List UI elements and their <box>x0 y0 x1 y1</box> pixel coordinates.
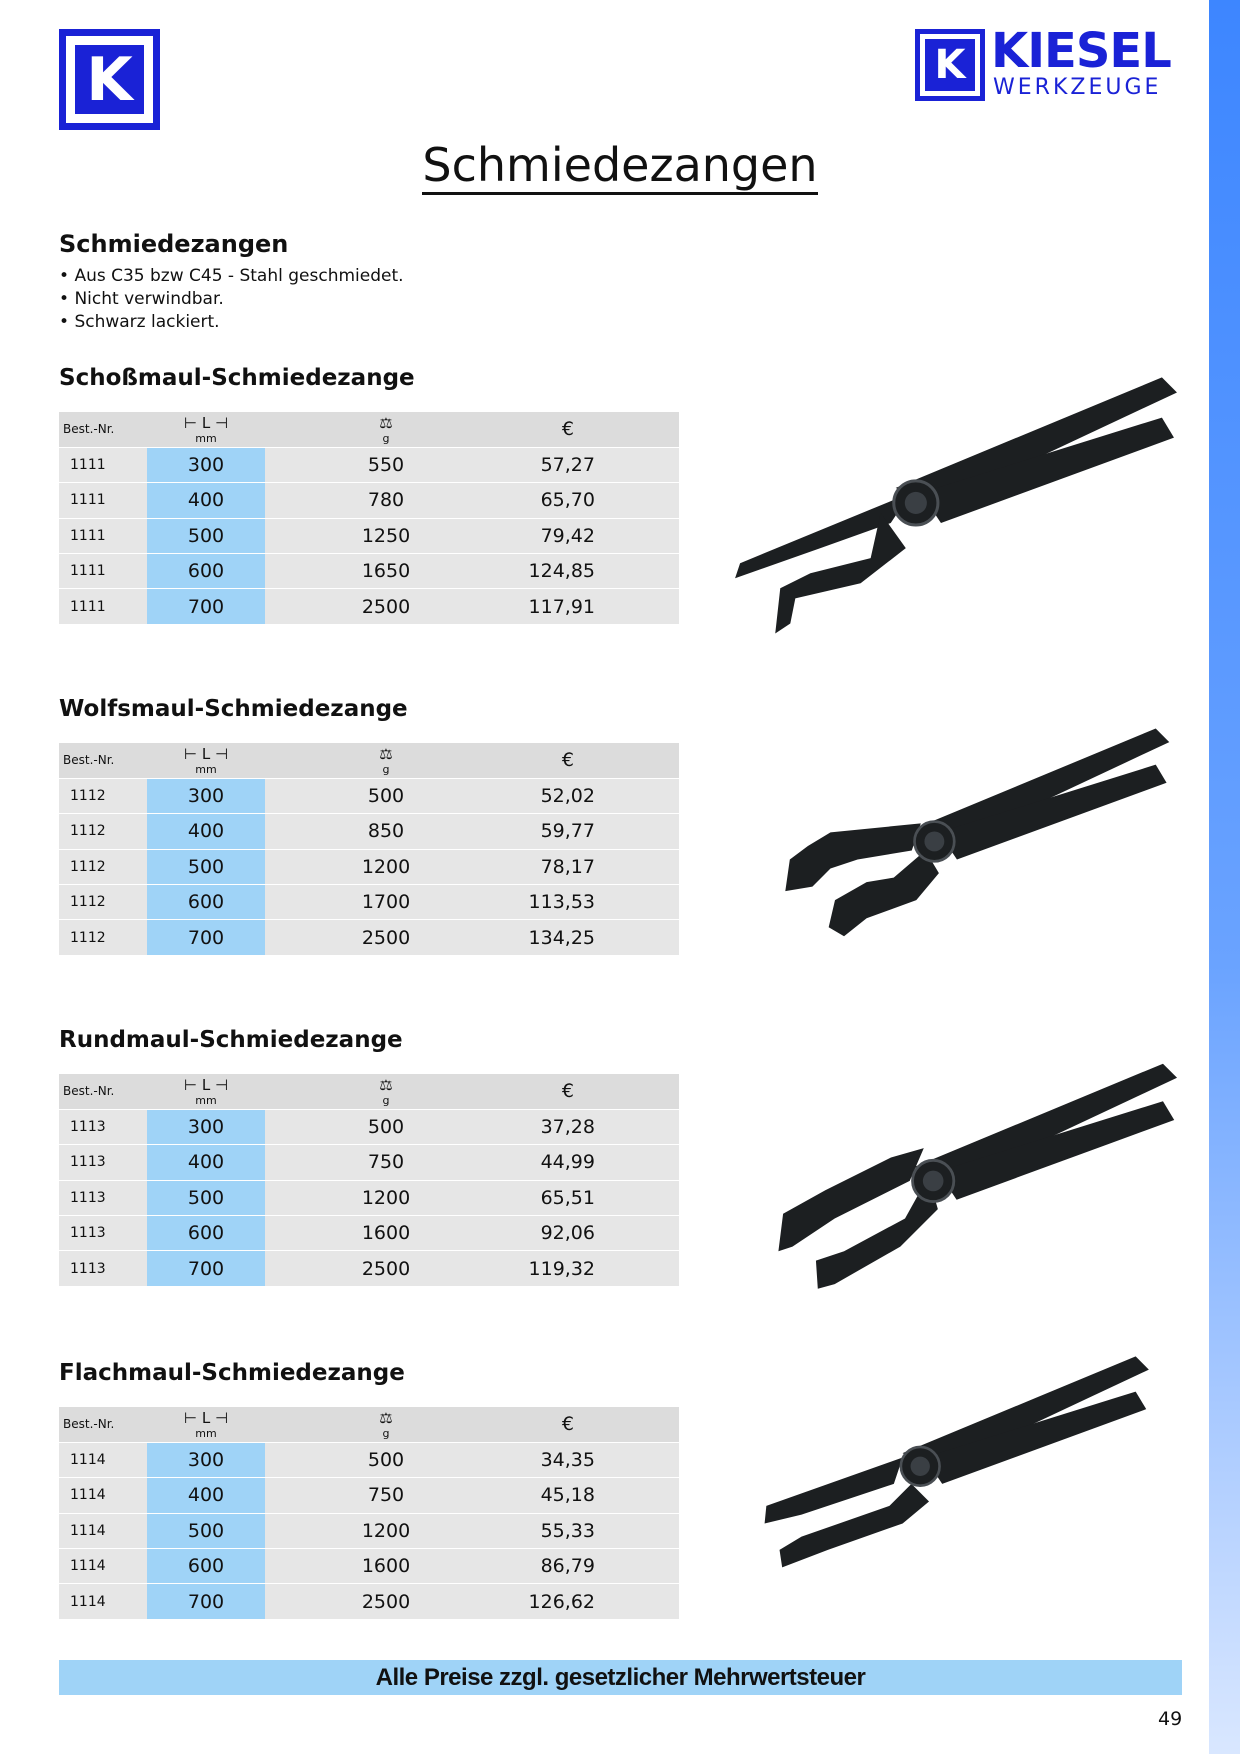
spec-table <box>59 1074 679 1287</box>
weight-cell: 1200 <box>265 849 507 884</box>
price-cell: 119,32 <box>507 1251 679 1286</box>
tongs-image <box>750 724 1182 990</box>
order-number-cell: 1112 <box>59 778 147 813</box>
length-cell: 700 <box>147 1584 265 1619</box>
header-length <box>147 1407 265 1442</box>
length-cell: 400 <box>147 1478 265 1513</box>
spec-table <box>59 1407 679 1620</box>
price-cell: 86,79 <box>507 1549 679 1584</box>
length-cell: 700 <box>147 589 265 624</box>
length-cell: 500 <box>147 849 265 884</box>
table-row <box>59 814 679 849</box>
length-cell: 600 <box>147 1549 265 1584</box>
order-number-cell: 1111 <box>59 554 147 589</box>
table-row <box>59 447 679 482</box>
brand-name: KIESEL <box>991 23 1171 79</box>
intro-bullet: • Schwarz lackiert. <box>59 311 404 334</box>
weight-cell: 500 <box>265 1109 507 1144</box>
length-cell: 300 <box>147 1109 265 1144</box>
weight-cell: 2500 <box>265 1251 507 1286</box>
length-unit: mm <box>195 762 217 776</box>
weight-cell: 1600 <box>265 1549 507 1584</box>
weight-cell: 1600 <box>265 1216 507 1251</box>
scale-icon: ⚖ <box>379 744 393 763</box>
header-order-number: Best.-Nr. <box>59 743 147 778</box>
weight-cell: 1650 <box>265 554 507 589</box>
header-length <box>147 743 265 778</box>
order-number-cell: 1114 <box>59 1513 147 1548</box>
length-unit: mm <box>195 1426 217 1440</box>
header-length <box>147 1074 265 1109</box>
weight-cell: 500 <box>265 1442 507 1477</box>
header-weight <box>265 743 507 778</box>
intro-bullet: • Aus C35 bzw C45 - Stahl geschmiedet. <box>59 265 404 288</box>
table-header-row <box>59 412 679 447</box>
table-row <box>59 1584 679 1619</box>
price-cell: 37,28 <box>507 1109 679 1144</box>
page-title-text: Schmiedezangen <box>422 138 817 195</box>
header-order-number: Best.-Nr. <box>59 1074 147 1109</box>
order-number-cell: 1113 <box>59 1216 147 1251</box>
header-order-number: Best.-Nr. <box>59 1407 147 1442</box>
price-cell: 52,02 <box>507 778 679 813</box>
length-cell: 400 <box>147 1145 265 1180</box>
length-icon: ⊢ L ⊣ <box>183 1075 229 1094</box>
spec-table <box>59 412 679 625</box>
header-weight <box>265 1074 507 1109</box>
page-title <box>0 138 1240 192</box>
intro-heading: Schmiedezangen <box>59 230 289 258</box>
length-cell: 300 <box>147 778 265 813</box>
weight-cell: 2500 <box>265 1584 507 1619</box>
order-number-cell: 1114 <box>59 1478 147 1513</box>
forging-tongs-illustration <box>750 1059 1182 1331</box>
length-cell: 400 <box>147 483 265 518</box>
length-icon: ⊢ L ⊣ <box>183 744 229 763</box>
section-title: Wolfsmaul-Schmiedezange <box>59 696 408 722</box>
table-row <box>59 778 679 813</box>
length-unit: mm <box>195 431 217 445</box>
price-cell: 117,91 <box>507 589 679 624</box>
length-unit: mm <box>195 1093 217 1107</box>
weight-cell: 1200 <box>265 1513 507 1548</box>
length-cell: 500 <box>147 518 265 553</box>
price-cell: 79,42 <box>507 518 679 553</box>
weight-cell: 1250 <box>265 518 507 553</box>
length-cell: 600 <box>147 1216 265 1251</box>
length-cell: 500 <box>147 1513 265 1548</box>
length-cell: 400 <box>147 814 265 849</box>
order-number-cell: 1113 <box>59 1180 147 1215</box>
table-row <box>59 589 679 624</box>
length-cell: 700 <box>147 1251 265 1286</box>
length-cell: 500 <box>147 1180 265 1215</box>
weight-cell: 1200 <box>265 1180 507 1215</box>
table-row <box>59 1442 679 1477</box>
weight-cell: 2500 <box>265 920 507 955</box>
length-cell: 600 <box>147 554 265 589</box>
spec-table <box>59 743 679 956</box>
table-row <box>59 920 679 955</box>
price-cell: 92,06 <box>507 1216 679 1251</box>
order-number-cell: 1113 <box>59 1109 147 1144</box>
weight-unit: g <box>382 431 390 445</box>
price-cell: 113,53 <box>507 885 679 920</box>
table-row <box>59 1251 679 1286</box>
brand-k-box <box>915 29 985 101</box>
order-number-cell: 1111 <box>59 447 147 482</box>
weight-cell: 2500 <box>265 589 507 624</box>
table-row <box>59 1216 679 1251</box>
table-row <box>59 1145 679 1180</box>
k-logo <box>59 29 160 130</box>
table-header-row <box>59 1074 679 1109</box>
weight-cell: 550 <box>265 447 507 482</box>
tongs-image <box>750 1059 1182 1335</box>
length-cell: 600 <box>147 885 265 920</box>
header-length <box>147 412 265 447</box>
section-title: Schoßmaul-Schmiedezange <box>59 365 415 391</box>
order-number-cell: 1111 <box>59 589 147 624</box>
vat-notice-bar <box>59 1660 1182 1695</box>
header-order-number: Best.-Nr. <box>59 412 147 447</box>
order-number-cell: 1112 <box>59 814 147 849</box>
price-cell: 65,70 <box>507 483 679 518</box>
page-number: 49 <box>1158 1708 1183 1730</box>
length-cell: 300 <box>147 447 265 482</box>
kiesel-brand-logo <box>915 23 1185 103</box>
price-cell: 124,85 <box>507 554 679 589</box>
weight-unit: g <box>382 762 390 776</box>
weight-cell: 750 <box>265 1145 507 1180</box>
scale-icon: ⚖ <box>379 1408 393 1427</box>
price-cell: 55,33 <box>507 1513 679 1548</box>
vat-notice-text: Alle Preise zzgl. gesetzlicher Mehrwertsteuer <box>375 1664 866 1691</box>
price-cell: 34,35 <box>507 1442 679 1477</box>
brand-subtitle: WERKZEUGE <box>993 75 1162 100</box>
price-cell: 126,62 <box>507 1584 679 1619</box>
forging-tongs-illustration <box>720 372 1182 664</box>
tongs-image <box>720 1352 1182 1611</box>
scale-icon: ⚖ <box>379 413 393 432</box>
order-number-cell: 1113 <box>59 1251 147 1286</box>
price-cell: 57,27 <box>507 447 679 482</box>
table-row <box>59 849 679 884</box>
price-cell: 44,99 <box>507 1145 679 1180</box>
weight-cell: 780 <box>265 483 507 518</box>
header-weight <box>265 412 507 447</box>
weight-unit: g <box>382 1093 390 1107</box>
table-row <box>59 1549 679 1584</box>
header-price: € <box>507 1074 679 1109</box>
order-number-cell: 1111 <box>59 518 147 553</box>
intro-bullet: • Nicht verwindbar. <box>59 288 404 311</box>
order-number-cell: 1114 <box>59 1549 147 1584</box>
table-row <box>59 554 679 589</box>
table-row <box>59 1513 679 1548</box>
length-icon: ⊢ L ⊣ <box>183 1408 229 1427</box>
order-number-cell: 1111 <box>59 483 147 518</box>
order-number-cell: 1114 <box>59 1584 147 1619</box>
table-header-row <box>59 743 679 778</box>
table-row <box>59 483 679 518</box>
table-row <box>59 1180 679 1215</box>
order-number-cell: 1113 <box>59 1145 147 1180</box>
table-row <box>59 885 679 920</box>
table-row <box>59 1109 679 1144</box>
scale-icon: ⚖ <box>379 1075 393 1094</box>
forging-tongs-illustration <box>750 724 1182 986</box>
side-gradient-bar <box>1209 0 1240 1754</box>
order-number-cell: 1112 <box>59 885 147 920</box>
price-cell: 78,17 <box>507 849 679 884</box>
order-number-cell: 1112 <box>59 849 147 884</box>
length-cell: 700 <box>147 920 265 955</box>
length-icon: ⊢ L ⊣ <box>183 413 229 432</box>
price-cell: 65,51 <box>507 1180 679 1215</box>
forging-tongs-illustration <box>720 1352 1182 1607</box>
section-title: Rundmaul-Schmiedezange <box>59 1027 403 1053</box>
table-row <box>59 1478 679 1513</box>
weight-cell: 1700 <box>265 885 507 920</box>
k-logo-letter: K <box>75 45 144 114</box>
section-title: Flachmaul-Schmiedezange <box>59 1360 405 1386</box>
table-header-row <box>59 1407 679 1442</box>
table-row <box>59 518 679 553</box>
order-number-cell: 1112 <box>59 920 147 955</box>
header-weight <box>265 1407 507 1442</box>
weight-cell: 500 <box>265 778 507 813</box>
header-price: € <box>507 743 679 778</box>
price-cell: 59,77 <box>507 814 679 849</box>
header-price: € <box>507 1407 679 1442</box>
weight-unit: g <box>382 1426 390 1440</box>
intro-bullet-list <box>59 265 404 334</box>
price-cell: 45,18 <box>507 1478 679 1513</box>
brand-k-letter: K <box>925 39 975 91</box>
tongs-image <box>720 372 1182 668</box>
order-number-cell: 1114 <box>59 1442 147 1477</box>
weight-cell: 750 <box>265 1478 507 1513</box>
header-price: € <box>507 412 679 447</box>
weight-cell: 850 <box>265 814 507 849</box>
price-cell: 134,25 <box>507 920 679 955</box>
length-cell: 300 <box>147 1442 265 1477</box>
